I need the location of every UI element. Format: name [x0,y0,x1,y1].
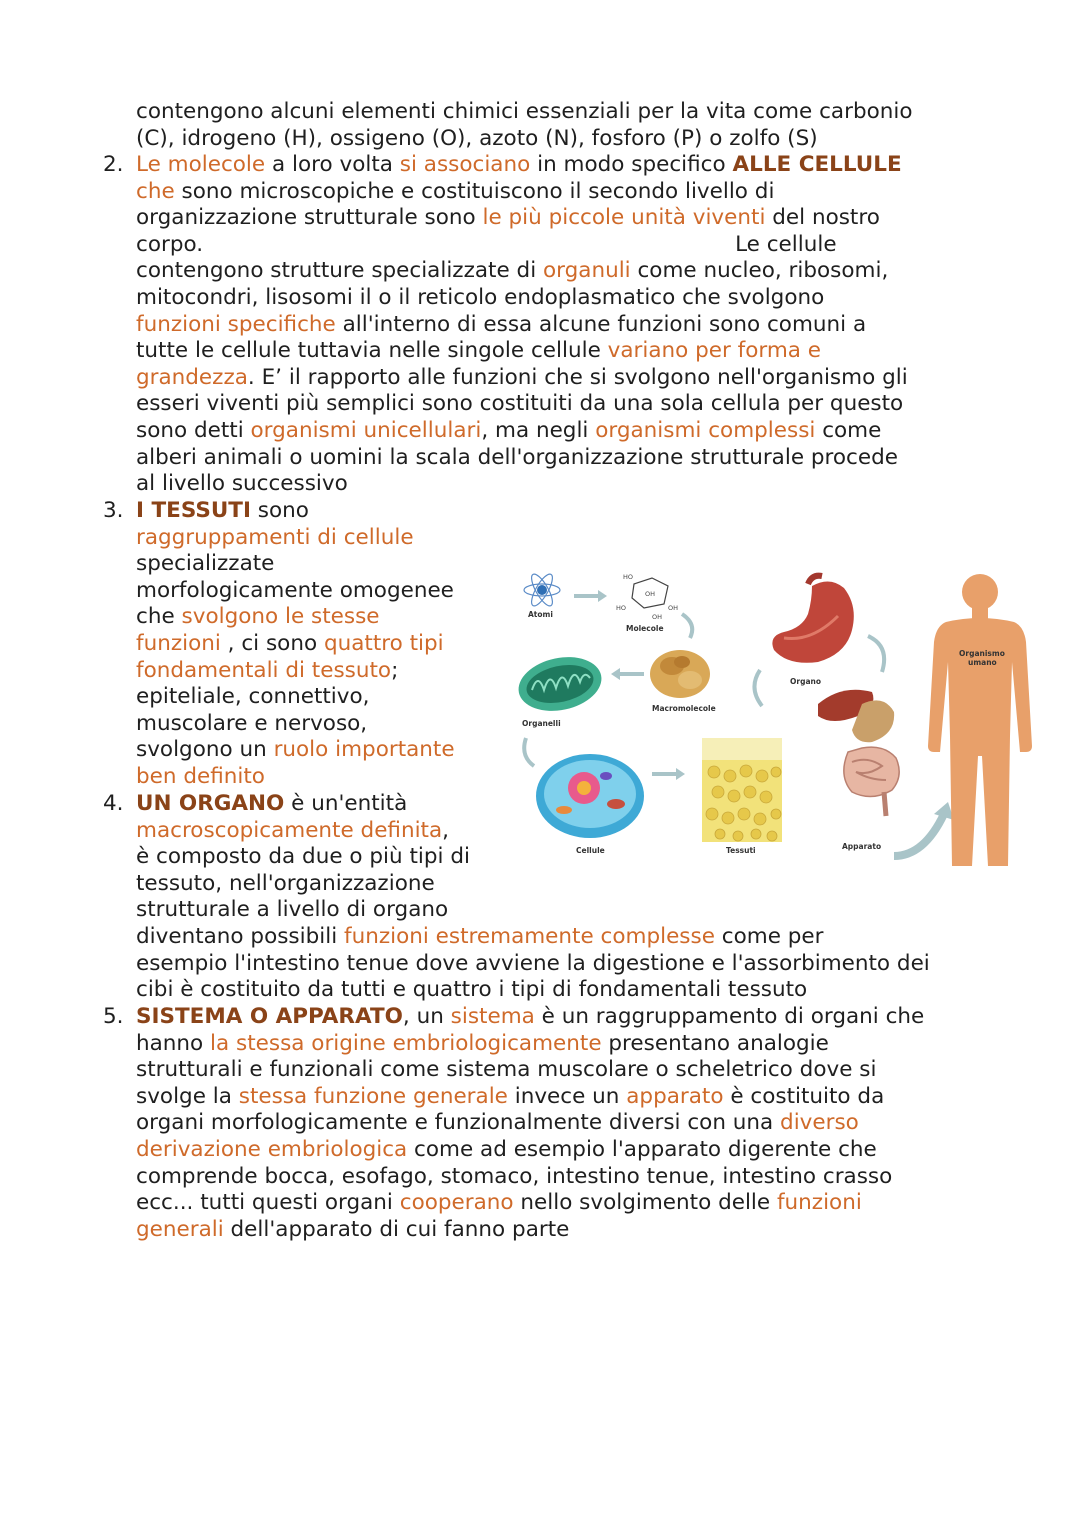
molecules-label: Molecole [626,624,664,633]
molecule-group-label: HO [623,573,634,581]
molecule-group-label: OH [668,604,679,612]
item-4-line: tessuto, nell'organizzazione [136,870,435,896]
system-heading: SISTEMA O APPARATO [136,1004,403,1029]
atoms-label: Atomi [528,610,553,619]
cells-label: Cellule [576,846,605,855]
mitochondrion-icon [514,650,607,718]
item-2-line: funzioni specifiche all'interno di essa alcune funzioni sono comuni a [136,311,867,337]
item-2-line: organizzazione strutturale sono le più piccole unità viventi del nostro [136,205,880,231]
list-number-5: 5. [103,1004,124,1029]
item-3-paragraph: I TESSUTI sono raggruppamenti di cellule specializzate morfologicamente omogenee che svolgono le stesse funzioni , ci sono quattro tipi fondamentali di tessuto; epiteliale, connettivo, muscolare e nervoso, svolgono un ruolo importante ben definito [136,498,455,789]
organ-heading: UN ORGANO [136,791,285,816]
item-2-line: corpo. Le cellule [136,231,837,257]
item-4-line: esempio l'intestino tenue dove avviene la digestione e l'assorbimento dei [136,950,930,976]
list-number-3: 3. [103,498,124,523]
tissues-label: Tessuti [726,846,756,855]
item-4-line: diventano possibili funzioni estremamente complesse come per [136,923,824,949]
item-2-paragraph [136,152,908,498]
item-5-line: strutturali e funzionali come sistema muscolare o scheletrico dove si [136,1057,877,1083]
item-2-line: al livello successivo [136,471,348,497]
item-3-line: che svolgono le stesse [136,604,380,630]
cell-icon [536,754,644,838]
item-5-line: hanno la stessa origine embriologicamente presentano analogie [136,1030,829,1056]
tissues-heading: I TESSUTI [136,498,251,523]
molecule-icon [616,573,678,621]
tissue-icon [702,738,782,842]
item-5-line: generali dell'apparato di cui fanno parte [136,1216,570,1242]
item-4-line: è composto da due o più tipi di [136,844,470,870]
intro-line: contengono alcuni elementi chimici essenziali per la vita come carbonio [136,99,913,124]
item-5-line: svolge la stessa funzione generale invece un apparato è costituito da [136,1083,885,1109]
item-2-line: contengono strutture specializzate di organuli come nucleo, ribosomi, [136,258,889,284]
item-3-line: morfologicamente omogenee [136,577,454,603]
intro-line: (C), idrogeno (H), ossigeno (O), azoto (N), fosforo (P) o zolfo (S) [136,125,818,151]
item-3-line: specializzate [136,551,275,577]
item-4-line: strutturale a livello di organo [136,897,449,923]
item-5-line: comprende bocca, esofago, stomaco, intestino tenue, intestino crasso [136,1163,893,1189]
item-2-line: Le molecole a loro volta si associano in modo specifico ALLE CELLULE [136,152,902,177]
curved-arrow-icon [894,814,944,856]
organelles-label: Organelli [522,719,561,728]
item-5-paragraph: SISTEMA O APPARATO, un sistema è un raggruppamento di organi che hanno la stessa origine embriologicamente presentano analogie strutturali e funzionali come sistema muscolare o scheletrico dove si svolge la stessa funzione generale invece un apparato è costituito da organi morfologicamente e funzionalmente diversi con una diverso derivazione embriologica come ad esempio l'apparato digerente che comprende bocca, esofago, stomaco, intestino tenue, intestino crasso ecc... tutti questi organi cooperano nello svolgimento delle funzioni generali dell'apparato di cui fanno parte [136,1004,925,1242]
cells-heading: ALLE CELLULE [732,152,902,177]
item-3-line: fondamentali di tessuto; [136,657,399,683]
item-2-line: alberi animali o uomini la scala dell'organizzazione strutturale procede [136,444,898,470]
intro-paragraph [136,99,913,152]
molecule-group-label: OH [652,613,663,621]
item-4-paragraph: UN ORGANO è un'entità macroscopicamente definita, è composto da due o più tipi di tessuto, nell'organizzazione strutturale a livello di organo diventano possibili funzioni estremamente complesse come per esempio l'intestino tenue dove avviene la digestione e l'assorbimento dei cibi è costituito da tutti e quattro i tipi di fondamentali tessuto [136,791,930,1003]
item-3-line: epiteliale, connettivo, [136,684,370,710]
item-2-line: mitocondri, lisosomi il o il reticolo endoplasmatico che svolgono [136,284,825,310]
arrow-icon [611,668,620,680]
item-4-line: macroscopicamente definita, [136,817,450,843]
item-5-line: ecc... tutti questi organi cooperano nello svolgimento delle funzioni [136,1190,862,1216]
curved-arrow-icon [682,614,692,638]
list-number-4: 4. [103,791,124,816]
item-2-line: esseri viventi più semplici sono costituiti da una sola cellula per questo [136,391,904,417]
arrow-icon [598,590,607,602]
list-number-2: 2. [103,152,124,177]
macromolecule-icon [650,650,710,698]
item-4-line: cibi è costituito da tutti e quattro i tipi di fondamentali tessuto [136,977,808,1003]
organism-label: umano [968,658,997,667]
item-2-line: tutte le cellule tuttavia nelle singole cellule variano per forma e [136,338,822,364]
item-3-line: muscolare e nervoso, [136,710,368,736]
atom-icon [524,571,560,608]
item-2-line: che sono microscopiche e costituiscono il secondo livello di [136,178,775,204]
molecule-group-label: OH [645,590,656,598]
curved-arrow-icon [754,670,762,706]
stomach-icon [772,576,853,663]
organization-levels-illustration [512,566,1037,866]
arrow-icon [676,768,685,780]
item-5-line: organi morfologicamente e funzionalmente diversi con una diverso [136,1110,859,1136]
item-3-line: svolgono un ruolo importante [136,737,455,763]
item-3-line: raggruppamenti di cellule [136,524,414,550]
item-3-line: ben definito [136,763,265,789]
item-3-line: funzioni , ci sono quattro tipi [136,630,444,656]
digestive-system-icon [818,690,899,816]
item-2-line: grandezza. E’ il rapporto alle funzioni che si svolgono nell'organismo gli [136,364,908,390]
organ-label: Organo [790,677,821,686]
curved-arrow-icon [868,636,884,672]
organism-label: Organismo [959,649,1005,658]
item-2-line: sono detti organismi unicellulari, ma negli organismi complessi come [136,417,882,443]
item-5-line: derivazione embriologica come ad esempio l'apparato digerente che [136,1136,877,1162]
apparatus-label: Apparato [842,842,882,851]
curved-arrow-icon [524,738,534,766]
macromolecules-label: Macromolecole [652,704,716,713]
molecule-group-label: HO [616,604,627,612]
